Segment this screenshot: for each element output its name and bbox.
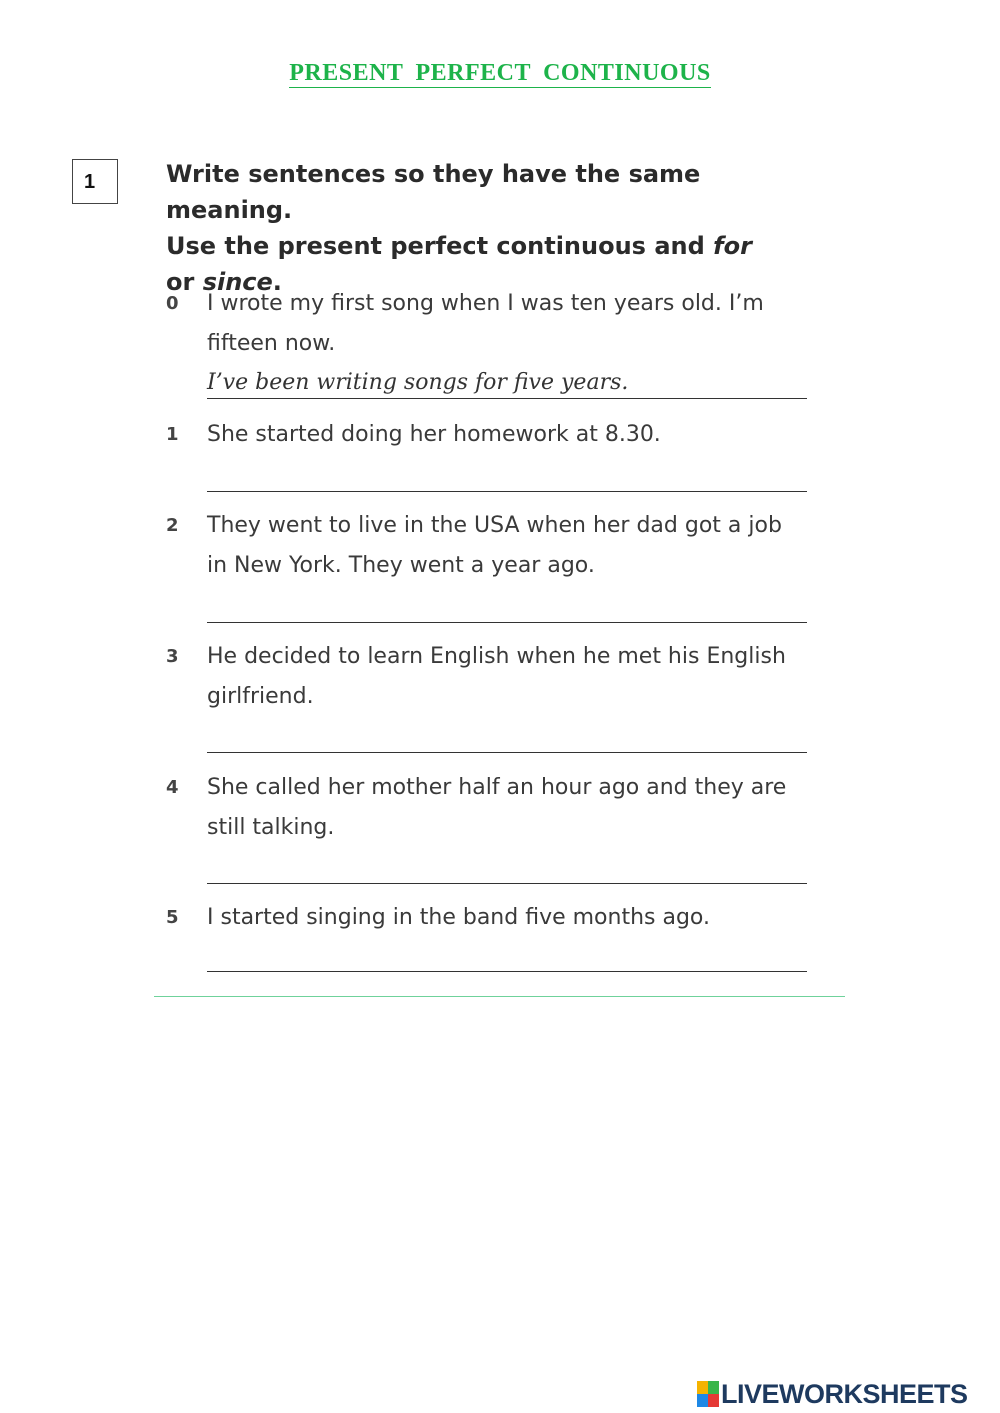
- item-sentence: They went to live in the USA when her dad got a job in New York. They went a year ago.: [207, 513, 782, 578]
- worksheet-title: [0, 60, 1000, 87]
- instruction-line-2-text: Use the present perfect continuous and: [166, 232, 714, 260]
- instruction-since-word: since: [202, 268, 273, 296]
- exercise-instruction: [166, 156, 826, 300]
- item-number: 3: [166, 646, 179, 667]
- exercise-item-0: [166, 284, 806, 404]
- item-number: 2: [166, 515, 179, 536]
- item-sentence: He decided to learn English when he met his English girlfriend.: [207, 644, 786, 709]
- item-number: 1: [166, 424, 179, 445]
- answer-line[interactable]: [207, 491, 807, 492]
- exercise-item-1: [166, 415, 806, 495]
- logo-mark-icon: [697, 1381, 719, 1407]
- answer-line[interactable]: [207, 971, 807, 972]
- item-sentence: She called her mother half an hour ago and they are still talking.: [207, 775, 787, 840]
- instruction-line-3-suffix: .: [272, 268, 282, 296]
- item-sentence: I started singing in the band five months ago.: [207, 905, 710, 930]
- exercise-item-5: [166, 898, 806, 978]
- instruction-line-2: [166, 228, 826, 264]
- instruction-line-1: Write sentences so they have the same meaning.: [166, 160, 701, 224]
- logo-text: LIVEWORKSHEETS: [721, 1378, 968, 1409]
- exercise-number-box: 1: [72, 159, 118, 204]
- item-number: 0: [166, 293, 179, 314]
- answer-line[interactable]: [207, 622, 807, 623]
- example-answer: I’ve been writing songs for five years.: [207, 368, 807, 399]
- answer-line[interactable]: [207, 752, 807, 753]
- worksheet-title-text: PRESENT PERFECT CONTINUOUS: [289, 60, 711, 86]
- item-number: 5: [166, 907, 179, 928]
- exercise-item-4: [166, 768, 806, 888]
- section-divider: [154, 996, 845, 997]
- item-sentence: She started doing her homework at 8.30.: [207, 422, 661, 447]
- instruction-for-word: for: [713, 232, 752, 260]
- answer-line[interactable]: [207, 883, 807, 884]
- item-number: 4: [166, 777, 179, 798]
- item-sentence: I wrote my first song when I was ten years old. I’m fifteen now.: [207, 291, 764, 356]
- exercise-item-3: [166, 637, 806, 757]
- liveworksheets-logo: [697, 1378, 968, 1410]
- exercise-item-2: [166, 506, 806, 626]
- instruction-line-3-text: or: [166, 268, 203, 296]
